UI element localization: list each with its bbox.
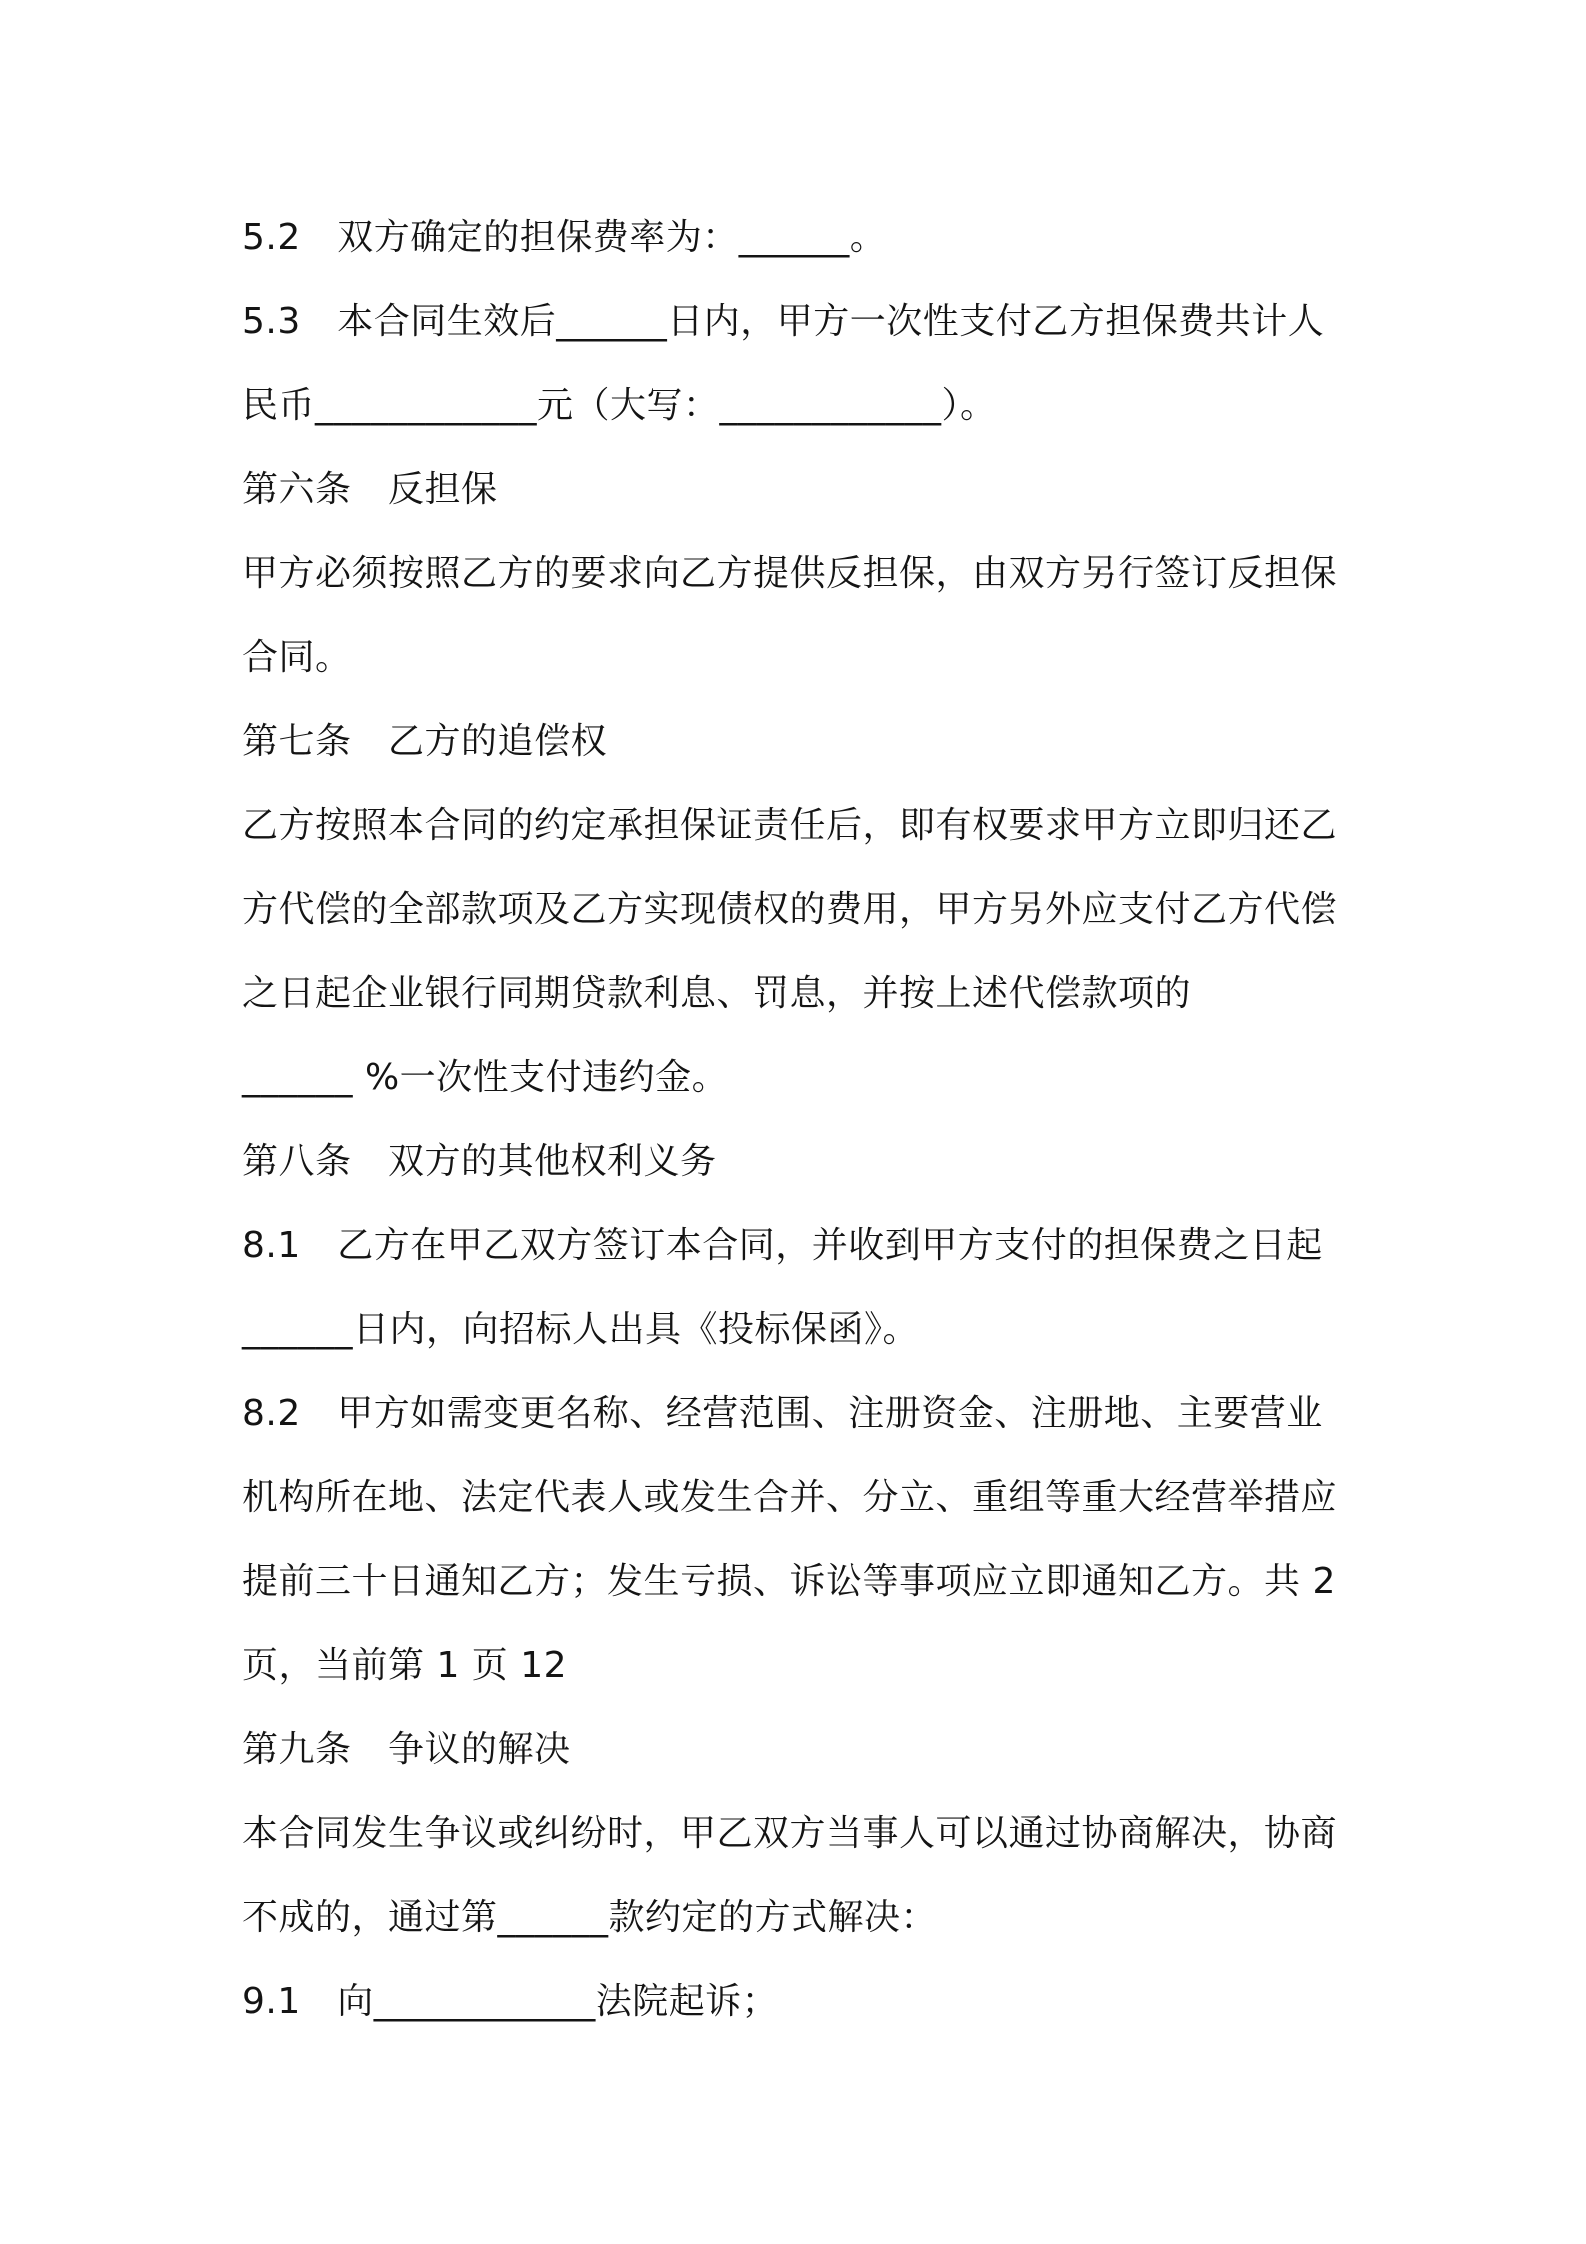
- clause-5-3-line-1: 5.3 本合同生效后______日内，甲方一次性支付乙方担保费共计人: [242, 301, 1325, 342]
- article-7-text-line-2: 方代偿的全部款项及乙方实现债权的费用，甲方另外应支付乙方代偿: [242, 889, 1338, 930]
- article-9-heading: 第九条 争议的解决: [242, 1729, 571, 1770]
- clause-8-1-line-2: ______日内，向招标人出具《投标保函》。: [242, 1309, 920, 1350]
- clause-5-3-line-2: 民币____________元（大写：____________）。: [242, 385, 997, 426]
- clause-5-2: 5.2 双方确定的担保费率为：______。: [242, 217, 887, 258]
- article-7-text-line-4: ______ %一次性支付违约金。: [242, 1057, 729, 1098]
- article-7-heading: 第七条 乙方的追偿权: [242, 721, 608, 762]
- clause-8-2-line-3: 提前三十日通知乙方；发生亏损、诉讼等事项应立即通知乙方。共 2: [242, 1561, 1336, 1602]
- article-9-text-line-2: 不成的，通过第______款约定的方式解决：: [242, 1897, 938, 1938]
- clause-8-2-line-2: 机构所在地、法定代表人或发生合并、分立、重组等重大经营举措应: [242, 1477, 1338, 1518]
- clause-8-2-line-1: 8.2 甲方如需变更名称、经营范围、注册资金、注册地、主要营业: [242, 1393, 1323, 1434]
- article-7-text-line-3: 之日起企业银行同期贷款利息、罚息，并按上述代偿款项的: [242, 973, 1192, 1014]
- contract-body: [242, 196, 1362, 2044]
- article-8-heading: 第八条 双方的其他权利义务: [242, 1141, 717, 1182]
- article-9-text-line-1: 本合同发生争议或纠纷时，甲乙双方当事人可以通过协商解决，协商: [242, 1813, 1338, 1854]
- clause-8-1-line-1: 8.1 乙方在甲乙双方签订本合同，并收到甲方支付的担保费之日起: [242, 1225, 1323, 1266]
- article-6-text-line-1: 甲方必须按照乙方的要求向乙方提供反担保，由双方另行签订反担保: [242, 553, 1338, 594]
- article-7-text-line-1: 乙方按照本合同的约定承担保证责任后，即有权要求甲方立即归还乙: [242, 805, 1338, 846]
- page-indicator-line: 页，当前第 1 页 12: [242, 1645, 568, 1686]
- clause-9-1: 9.1 向____________法院起诉；: [242, 1981, 779, 2022]
- article-6-text-line-2: 合同。: [242, 637, 352, 678]
- article-6-heading: 第六条 反担保: [242, 469, 498, 510]
